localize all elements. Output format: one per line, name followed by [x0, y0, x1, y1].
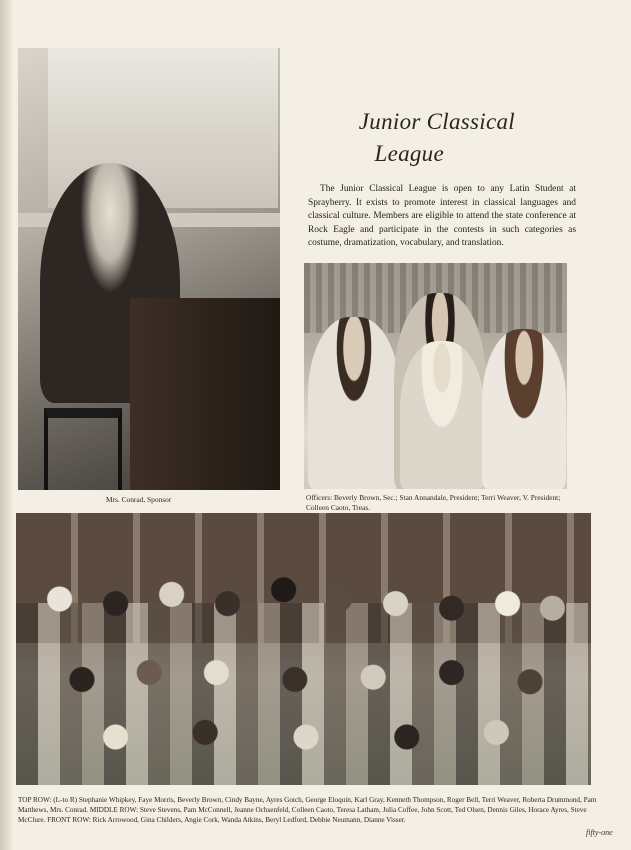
officer-figure — [400, 341, 484, 489]
officers-photo — [304, 263, 567, 489]
group-caption: TOP ROW: (L-to R) Stephanie Whipkey, Faye Morris, Beverly Brown, Cindy Bayne, Ayres Gotch, George Eloquin, Karl Gray, Kenneth Thompson, Roger Bell, Terri Weaver, Roberta Drummond, Pam Matthews, Mrs. Conrad. MIDDLE ROW: Steve Stevens, Pam McConnell, Jeanne Ochsenfeld, Colleen Caoto, Teresa Latham, Julia Coffee, John Scott, Ted Olsen, Dennis Giles, Horace Ayres, Steve McClure. FRONT ROW: Rick Arrowood, Gina Childers, Angie Cork, Wanda Atkins, Beryl Ledford, Debbie Neumann, Dianne Visser. — [18, 796, 597, 825]
page-title-line2: League — [374, 141, 444, 166]
group-photo — [16, 513, 591, 785]
officer-figure — [482, 329, 566, 489]
page-title-line1: Junior Classical — [358, 109, 515, 134]
podium — [130, 298, 280, 490]
officer-figure — [308, 317, 400, 489]
group-members — [26, 553, 586, 783]
officers-caption: Officers: Beverly Brown, Sec.; Stan Annandale, President; Terri Weaver, V. President; Colleen Caoto, Treas. — [306, 493, 561, 512]
page-number: fifty-one — [586, 828, 613, 837]
sponsor-caption: Mrs. Conrad, Sponsor — [106, 495, 172, 504]
stool — [44, 408, 122, 490]
intro-paragraph: The Junior Classical League is open to any Latin Student at Sprayberry. It exists to promote interest in classical languages and classical culture. Members are eligible to attend the state conference at Rock Eagle and participate in the contests in such categories as costume, dramatization, vocabulary, and translation. — [308, 184, 576, 249]
page-gutter — [0, 0, 12, 850]
sponsor-photo — [18, 48, 280, 490]
